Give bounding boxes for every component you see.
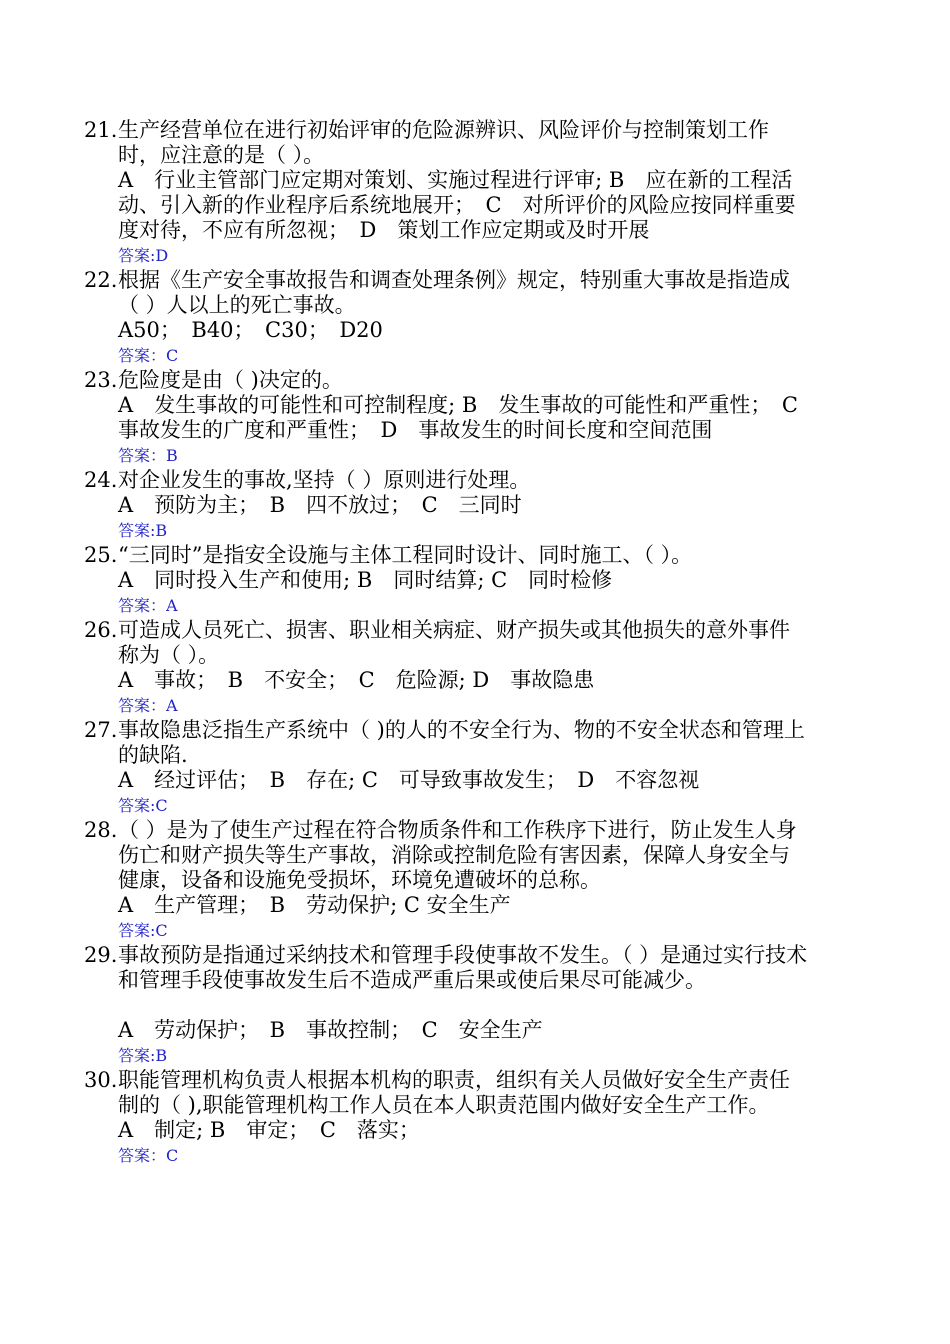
question-text: （ ）是为了使生产过程在符合物质条件和工作秩序下进行，防止发生人身伤亡和财产损失等生产事故，消除或控制危险有害因素，保障人身安全与健康，设备和设施免受损坏，环境免遭破坏的总称。 xyxy=(118,818,797,892)
question-answer: 答案：C xyxy=(118,346,179,365)
question-text: 对企业发生的事故,坚持（ ）原则进行处理。 xyxy=(118,468,531,492)
question-options: A 发生事故的可能性和可控制程度; B 发生事故的可能性和严重性； C 事故发生的广度和严重性； D 事故发生的时间长度和空间范围 xyxy=(118,393,819,442)
question-text: 事故隐患泛指生产系统中（ )的人的不安全行为、物的不安全状态和管理上的缺陷. xyxy=(118,718,805,767)
question-answer: 答案：A xyxy=(118,596,178,615)
question-text: 根据《生产安全事故报告和调查处理条例》规定，特别重大事故是指造成（ ）人以上的死亡事故。 xyxy=(118,268,790,317)
question-options: A 预防为主； B 四不放过； C 三同时 xyxy=(118,493,522,517)
question-28 xyxy=(0,818,950,943)
question-number: 28. xyxy=(84,818,118,842)
question-text: 职能管理机构负责人根据本机构的职责，组织有关人员做好安全生产责任制的（ ),职能管理机构工作人员在本人职责范围内做好安全生产工作。 xyxy=(118,1068,790,1117)
question-answer: 答案：B xyxy=(118,446,178,465)
question-options: A 生产管理； B 劳动保护; C 安全生产 xyxy=(118,893,511,917)
question-options: A 劳动保护； B 事故控制； C 安全生产 xyxy=(118,1018,543,1042)
question-number: 30. xyxy=(84,1068,118,1092)
question-number: 25. xyxy=(84,543,118,567)
question-text: 事故预防是指通过采纳技术和管理手段使事故不发生。（ ）是通过实行技术和管理手段使事故发生后不造成严重后果或使后果尽可能减少。 xyxy=(118,943,808,992)
question-22 xyxy=(0,268,950,368)
question-answer: 答案:B xyxy=(118,521,168,540)
question-text: “三同时”是指安全设施与主体工程同时设计、同时施工、（ ）。 xyxy=(118,543,693,567)
question-23 xyxy=(0,368,950,468)
question-options: A50； B40； C30； D20 xyxy=(118,318,383,342)
question-answer: 答案:C xyxy=(118,921,168,940)
question-number: 27. xyxy=(84,718,118,742)
question-number: 29. xyxy=(84,943,118,967)
question-number: 26. xyxy=(84,618,118,642)
question-text: 可造成人员死亡、损害、职业相关病症、财产损失或其他损失的意外事件称为（ ）。 xyxy=(118,618,790,667)
question-25 xyxy=(0,543,950,618)
question-number: 22. xyxy=(84,268,118,292)
question-24 xyxy=(0,468,950,543)
question-21 xyxy=(0,118,950,268)
question-answer: 答案：C xyxy=(118,1146,179,1165)
blank-line xyxy=(0,993,950,1018)
question-number: 24. xyxy=(84,468,118,492)
question-options: A 制定; B 审定； C 落实； xyxy=(118,1118,420,1142)
question-answer: 答案：A xyxy=(118,696,178,715)
question-text: 生产经营单位在进行初始评审的危险源辨识、风险评价与控制策划工作时，应注意的是（ ）。 xyxy=(118,118,769,167)
question-26 xyxy=(0,618,950,718)
question-27 xyxy=(0,718,950,818)
question-answer: 答案:D xyxy=(118,246,169,265)
question-30 xyxy=(0,1068,950,1168)
question-options: A 行业主管部门应定期对策划、实施过程进行评审; B 应在新的工程活动、引入新的作业程序后系统地展开； C 对所评价的风险应按同样重要度对待，不应有所忽视； D 策划工作应定期或及时开展 xyxy=(118,168,796,242)
question-options: A 事故； B 不安全； C 危险源; D 事故隐患 xyxy=(118,668,595,692)
question-list xyxy=(0,118,950,1168)
question-answer: 答案:B xyxy=(118,1046,168,1065)
question-options: A 同时投入生产和使用; B 同时结算; C 同时检修 xyxy=(118,568,613,592)
question-number: 23. xyxy=(84,368,118,392)
question-text: 危险度是由（ )决定的。 xyxy=(118,368,343,392)
question-answer: 答案:C xyxy=(118,796,168,815)
question-options: A 经过评估； B 存在; C 可导致事故发生； D 不容忽视 xyxy=(118,768,700,792)
question-29 xyxy=(0,943,950,1068)
question-number: 21. xyxy=(84,118,118,142)
